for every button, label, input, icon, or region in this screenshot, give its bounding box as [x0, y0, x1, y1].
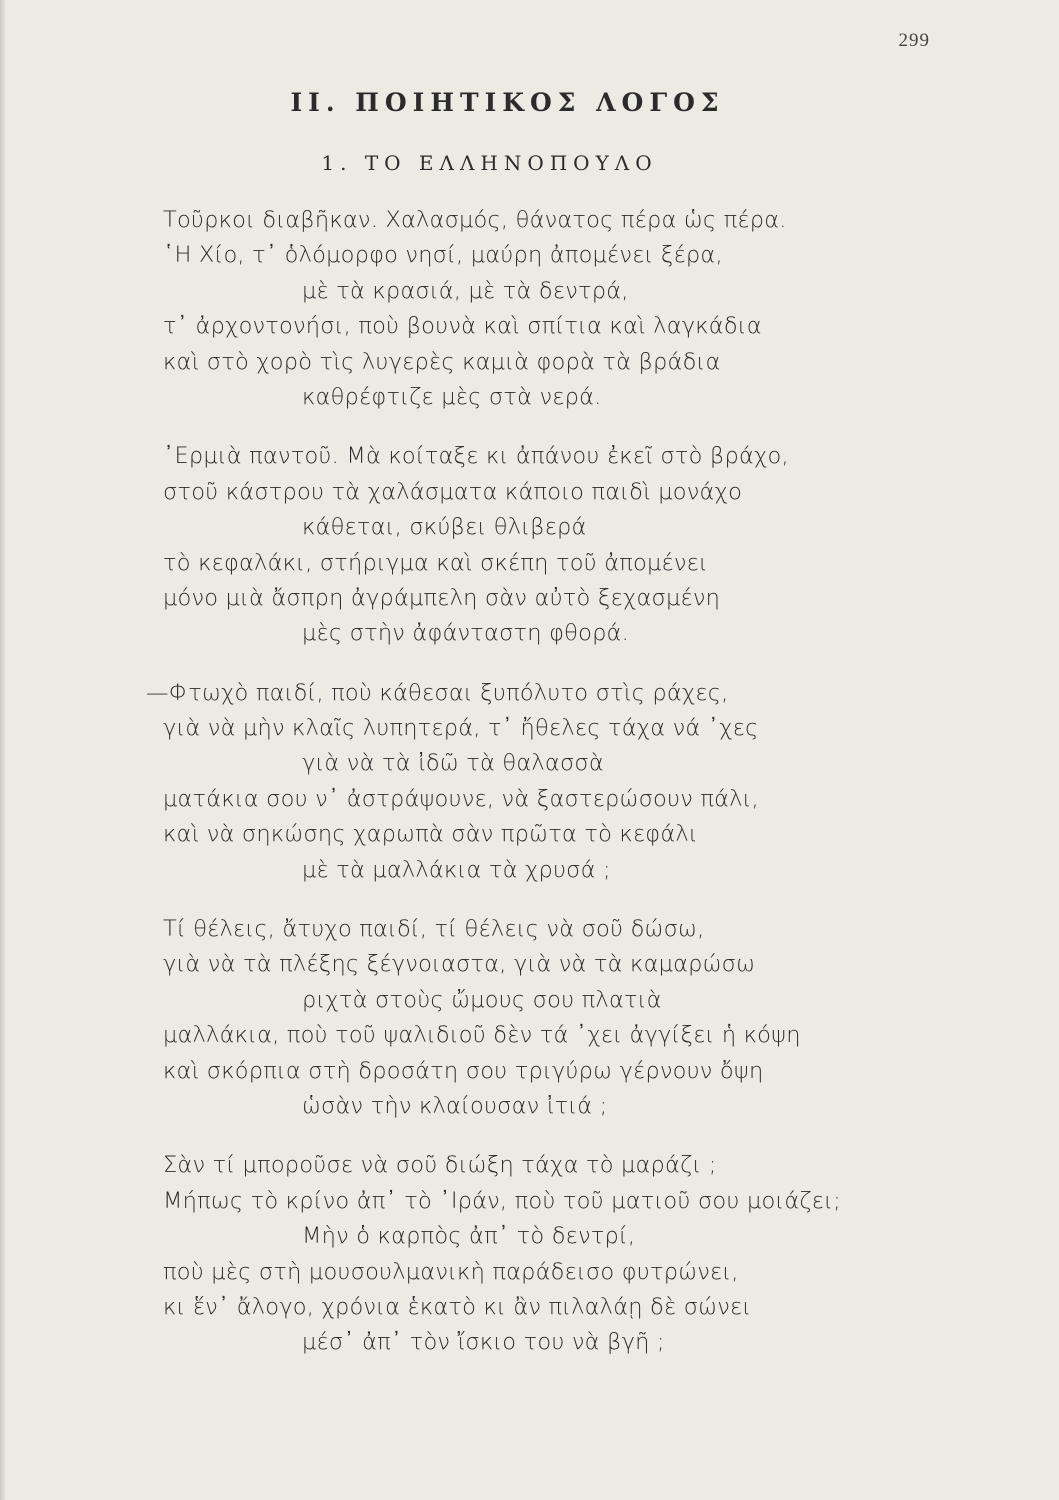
poem-body: [0, 203, 1059, 1385]
verse-line: ματάκια σου ν᾽ ἀστράψουνε, νὰ ξαστερώσουν πάλι,: [163, 785, 759, 812]
verse-line: μέσ᾽ ἀπ᾽ τὸν ἴσκιο του νὰ βγῆ ;: [302, 1329, 665, 1356]
verse-line: Σὰν τί μποροῦσε νὰ σοῦ διώξη τάχα τὸ μαράζι ;: [163, 1152, 717, 1179]
verse-line: καὶ νὰ σηκώσης χαρωπὰ σὰν πρῶτα τὸ κεφάλι: [163, 821, 698, 848]
stanza: [0, 203, 1059, 415]
verse-line: γιὰ νὰ τὰ πλέξης ξέγνοιαστα, γιὰ νὰ τὰ καμαρώσω: [163, 951, 756, 978]
verse-line: ποὺ μὲς στὴ μουσουλμανικὴ παράδεισο φυτρώνει,: [163, 1258, 739, 1285]
verse-line: μὲς στὴν ἀφάνταστη φθορά.: [302, 620, 629, 647]
verse-line: Τοῦρκοι διαβῆκαν. Χαλασμός, θάνατος πέρα ὡς πέρα.: [163, 207, 787, 233]
verse-line: ριχτὰ στοὺς ὤμους σου πλατιὰ: [302, 986, 662, 1013]
verse-line: γιὰ νὰ μὴν κλαῖς λυπητερά, τ᾽ ἤθελες τάχα νά ᾽χες: [163, 715, 759, 742]
verse-line: ὡσὰν τὴν κλαίουσαν ἰτιά ;: [302, 1092, 608, 1119]
verse-line: —Φτωχὸ παιδί, ποὺ κάθεσαι ξυπόλυτο στὶς ράχες,: [146, 679, 729, 706]
page-number: 299: [898, 30, 930, 51]
verse-line: Μὴν ὁ καρπὸς ἀπ᾽ τὸ δεντρί,: [302, 1223, 636, 1250]
verse-line: στοῦ κάστρου τὰ χαλάσματα κάποιο παιδὶ μονάχο: [163, 478, 743, 505]
verse-line: μαλλάκια, ποὺ τοῦ ψαλιδιοῦ δὲν τά ᾽χει ἀγγίξει ἡ κόψη: [163, 1022, 801, 1049]
poem-title: 1. ΤΟ ΕΛΛΗΝΟΠΟΥΛΟ: [321, 151, 658, 175]
verse-line: μόνο μιὰ ἄσπρη ἀγράμπελη σὰν αὐτὸ ξεχασμένη: [163, 584, 721, 611]
stanza: [0, 1148, 1059, 1360]
stanza: [0, 676, 1059, 888]
verse-line: τὸ κεφαλάκι, στήριγμα καὶ σκέπη τοῦ ἀπομένει: [163, 549, 708, 576]
verse-line: καὶ σκόρπια στὴ δροσάτη σου τριγύρω γέρνουν ὄψη: [163, 1057, 764, 1084]
verse-line: κι ἕν᾽ ἄλογο, χρόνια ἑκατὸ κι ἂν πιλαλάῃ δὲ σώνει: [163, 1293, 752, 1320]
stanza: [0, 439, 1059, 651]
verse-line: τ᾽ ἀρχοντονήσι, ποὺ βουνὰ καὶ σπίτια καὶ λαγκάδια: [163, 313, 762, 340]
verse-line: μὲ τὰ κρασιά, μὲ τὰ δεντρά,: [302, 277, 629, 304]
verse-line: ᾿Ερμιὰ παντοῦ. Μὰ κοίταξε κι ἀπάνου ἐκεῖ στὸ βράχο,: [163, 443, 789, 470]
verse-line: κάθεται, σκύβει θλιβερά: [302, 514, 587, 541]
verse-line: Τί θέλεις, ἄτυχο παιδί, τί θέλεις νὰ σοῦ δώσω,: [163, 916, 705, 943]
section-title: II. ΠΟΙΗΤΙΚΟΣ ΛΟΓΟΣ: [290, 88, 725, 117]
verse-line: ῾Η Χίο, τ᾽ ὁλόμορφο νησί, μαύρη ἀπομένει ξέρα,: [163, 242, 723, 269]
verse-line: καὶ στὸ χορὸ τὶς λυγερὲς καμιὰ φορὰ τὰ βράδια: [163, 348, 721, 375]
stanza: [0, 912, 1059, 1124]
verse-line: μὲ τὰ μαλλάκια τὰ χρυσά ;: [302, 856, 611, 883]
verse-line: Μήπως τὸ κρίνο ἀπ᾽ τὸ ᾽Ιράν, ποὺ τοῦ ματιοῦ σου μοιάζει;: [163, 1187, 841, 1214]
verse-line: γιὰ νὰ τὰ ἰδῶ τὰ θαλασσὰ: [302, 750, 604, 777]
verse-line: καθρέφτιζε μὲς στὰ νερά.: [302, 383, 602, 410]
